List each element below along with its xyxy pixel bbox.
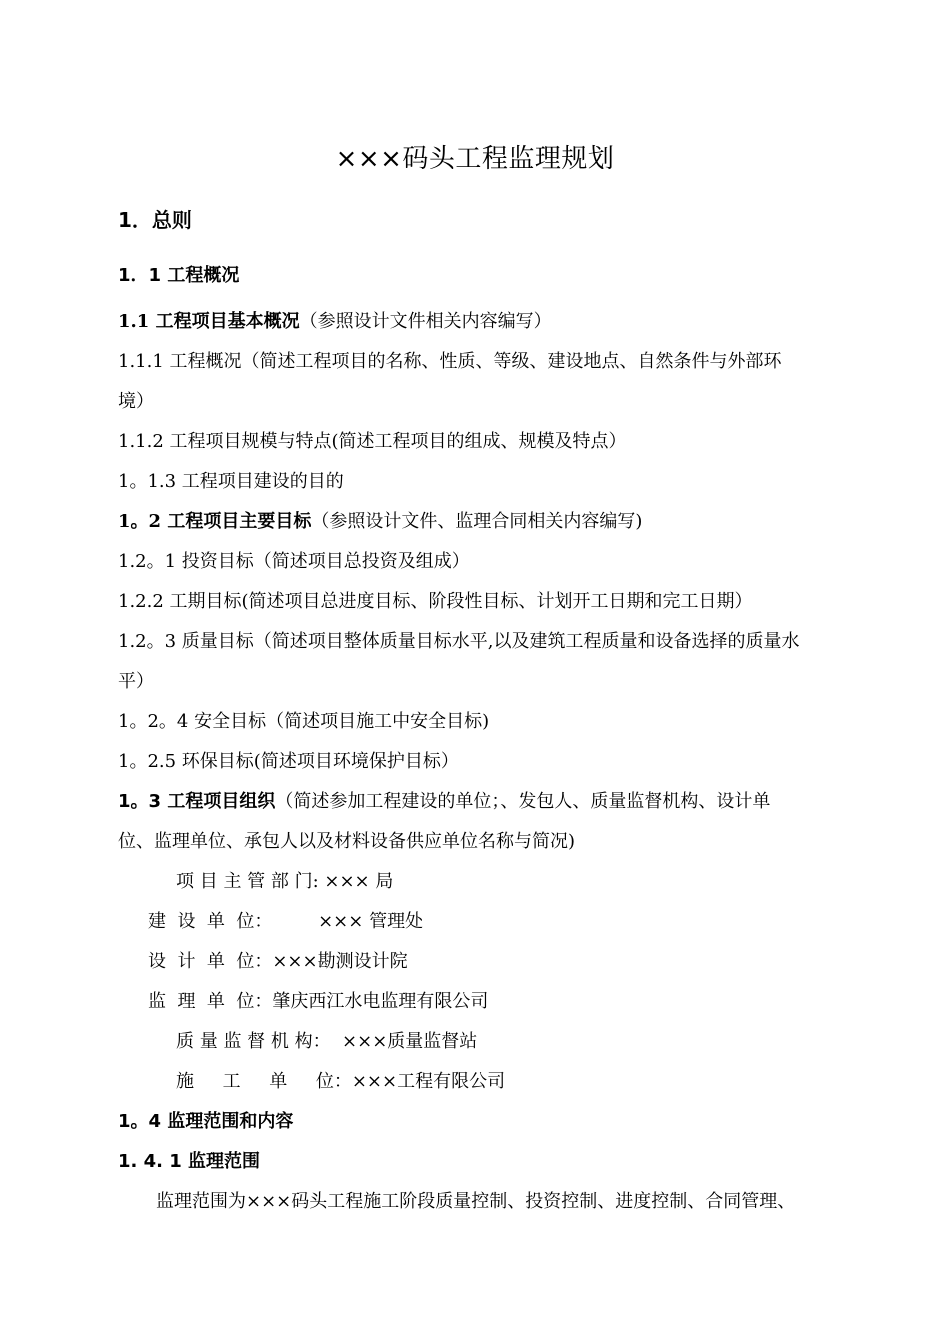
section-1-2-3-line1: 1.2。3 质量目标（简述项目整体质量目标水平,以及建筑工程质量和设备选择的质量水 (118, 631, 800, 652)
section-1-1-note: （参照设计文件相关内容编写） (299, 311, 552, 332)
section-1-2-1: 1.2。1 投资目标（简述项目总投资及组成） (118, 551, 470, 572)
section-1-1-3: 1。1.3 工程项目建设的目的 (118, 471, 344, 492)
section-1-2-3-line2: 平） (118, 671, 154, 692)
document-title: ×××码头工程监理规划 (335, 144, 615, 174)
org-supervision-unit: 监 理 单 位：肇庆西江水电监理有限公司 (148, 991, 489, 1012)
org-contractor: 施 工 单 位：×××工程有限公司 (176, 1071, 506, 1092)
section-1-4-1-body: 监理范围为×××码头工程施工阶段质量控制、投资控制、进度控制、合同管理、 (156, 1191, 796, 1212)
section-1-2-4: 1。2。4 安全目标（简述项目施工中安全目标) (118, 711, 490, 732)
org-design-unit: 设 计 单 位：×××勘测设计院 (148, 951, 408, 972)
section-1-1-1-line2: 境） (118, 391, 154, 412)
section-1-3-line1 (118, 790, 770, 814)
section-1-2-5: 1。2.5 环保目标(简述项目环境保护目标） (118, 751, 459, 772)
heading-general: 1．总则 (118, 208, 192, 232)
org-supervising-dept: 项 目 主 管 部 门: ××× 局 (176, 871, 394, 892)
section-1-2 (118, 510, 642, 534)
section-1-1-title: 1.1 工程项目基本概况 (118, 311, 300, 332)
section-1-2-note: （参照设计文件、监理合同相关内容编写) (311, 511, 643, 532)
org-quality-supervision: 质 量 监 督 机 构： ×××质量监督站 (176, 1031, 478, 1052)
section-1-2-title: 1。2 工程项目主要目标 (118, 511, 312, 532)
section-1-3-note-line2: 位、监理单位、承包人以及材料设备供应单位名称与简况) (118, 831, 576, 852)
section-1-1-2: 1.1.2 工程项目规模与特点(简述工程项目的组成、规模及特点） (118, 431, 627, 452)
org-construction-owner: 建 设 单 位： ××× 管理处 (148, 911, 424, 932)
section-1-4: 1。4 监理范围和内容 (118, 1111, 294, 1132)
section-1-1-1-line1: 1.1.1 工程概况（简述工程项目的名称、性质、等级、建设地点、自然条件与外部环 (118, 351, 782, 372)
heading-project-overview: 1．1 工程概况 (118, 265, 240, 286)
section-1-1 (118, 310, 552, 334)
section-1-3-title: 1。3 工程项目组织 (118, 791, 276, 812)
section-1-3-note-line1: （简述参加工程建设的单位；、发包人、质量监督机构、设计单 (275, 791, 771, 812)
section-1-2-2: 1.2.2 工期目标(简述项目总进度目标、阶段性目标、计划开工日期和完工日期） (118, 591, 753, 612)
section-1-4-1: 1. 4. 1 监理范围 (118, 1151, 261, 1172)
